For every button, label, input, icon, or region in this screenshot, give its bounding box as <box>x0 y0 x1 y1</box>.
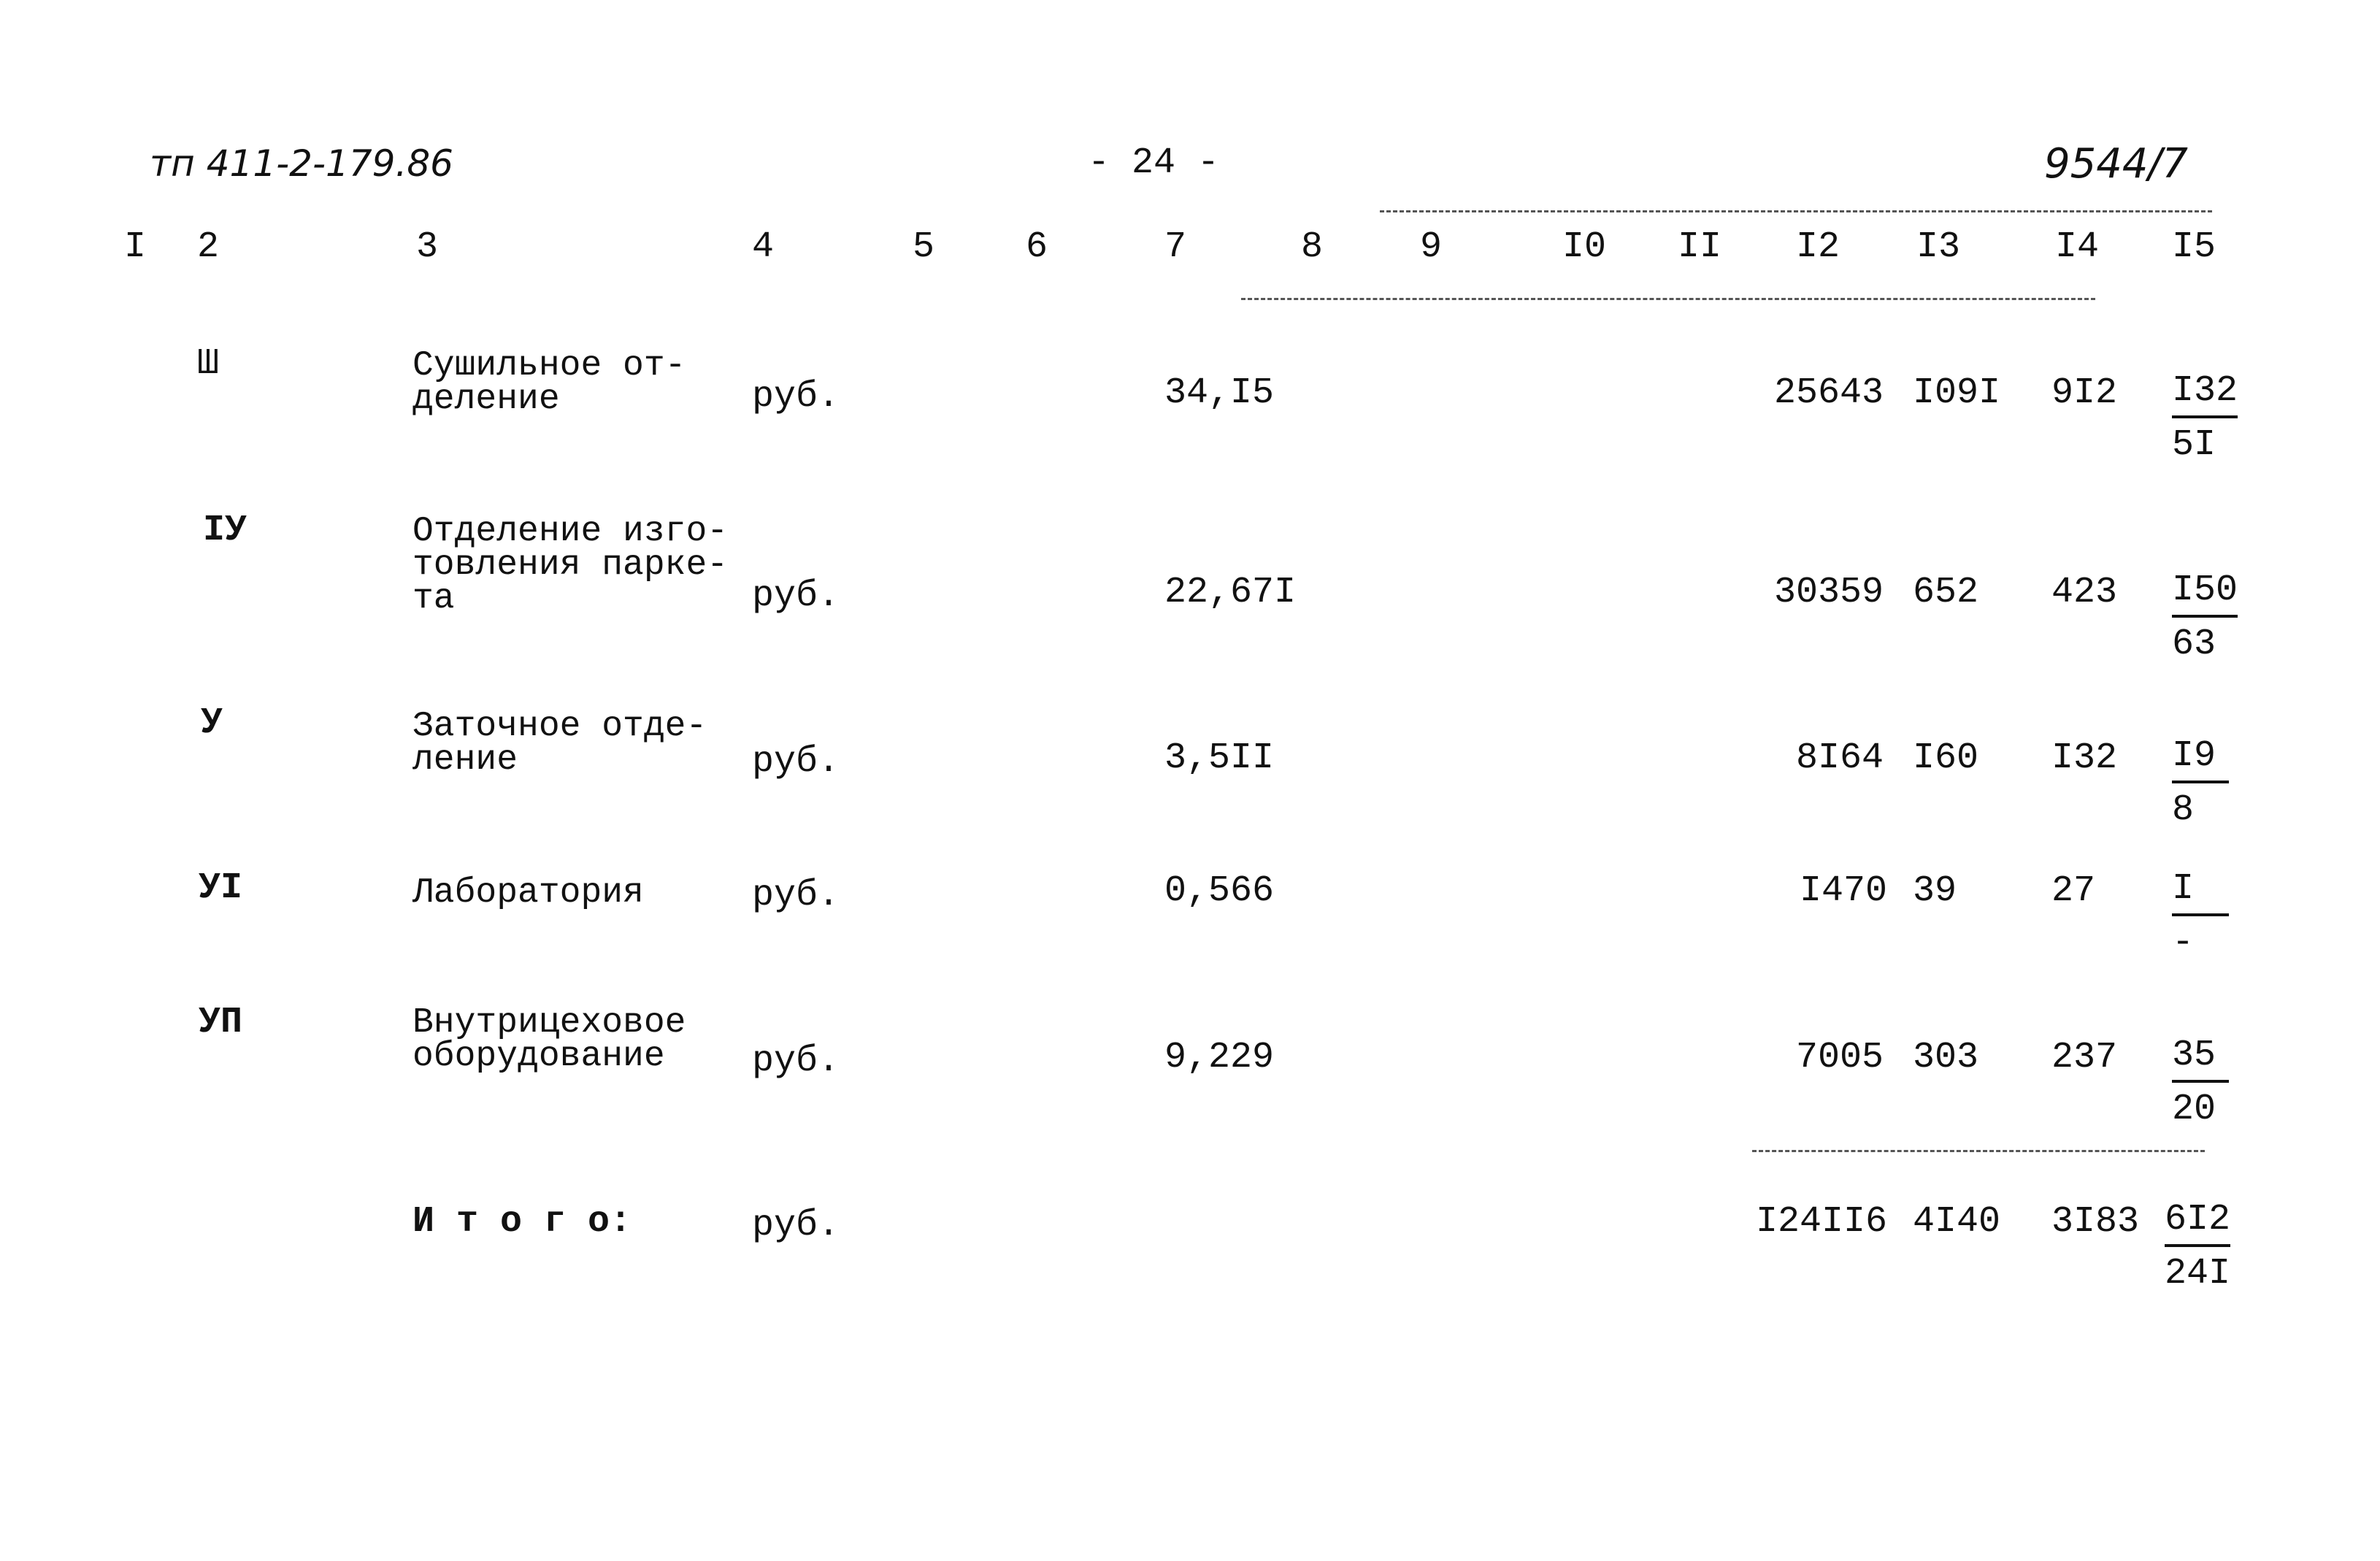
row-name-line: та <box>412 579 455 618</box>
header-rule-bottom <box>1241 298 2095 300</box>
totals-col15-fraction <box>2165 1197 2230 1297</box>
row-col12: 8I64 <box>1796 737 1884 779</box>
totals-col14: 3I83 <box>2051 1201 2140 1243</box>
row-col12: 30359 <box>1774 572 1884 613</box>
row-col14: 9I2 <box>2051 372 2118 414</box>
row-name <box>412 1003 686 1076</box>
row-unit: руб. <box>752 376 840 418</box>
fraction-numerator: I50 <box>2172 568 2238 618</box>
totals-col12: I24II6 <box>1756 1201 1888 1243</box>
row-name-line: товления парке- <box>412 545 729 585</box>
column-number: 7 <box>1164 226 1187 268</box>
row-col13: I09I <box>1913 372 2001 414</box>
fraction-denominator: 63 <box>2172 624 2216 665</box>
totals-unit: руб. <box>752 1205 840 1246</box>
column-number: 8 <box>1301 226 1324 268</box>
totals-col13: 4I40 <box>1913 1201 2001 1243</box>
row-name-line: Внутрицеховое <box>412 1003 686 1043</box>
row-unit: руб. <box>752 875 840 916</box>
row-unit: руб. <box>752 575 840 617</box>
row-col15-fraction <box>2172 867 2238 966</box>
fraction-denominator: 8 <box>2172 789 2195 831</box>
row-col15-fraction <box>2172 369 2238 468</box>
totals-label: И т о г о: <box>412 1201 632 1243</box>
column-number: I2 <box>1796 226 1840 268</box>
fraction-denominator: - <box>2172 922 2195 964</box>
row-col7: 34,I5 <box>1164 372 1275 414</box>
column-number: I <box>124 226 147 268</box>
fraction-numerator: 6I2 <box>2165 1197 2230 1247</box>
row-col14: 27 <box>2051 870 2096 912</box>
row-name-line: Отделение изго- <box>412 512 729 551</box>
fraction-denominator: 24I <box>2165 1253 2231 1295</box>
totals-rule <box>1752 1150 2205 1152</box>
row-name <box>412 346 686 419</box>
row-col13: 39 <box>1913 870 1957 912</box>
row-name <box>412 707 707 780</box>
column-number: 2 <box>197 226 220 268</box>
row-col13: 652 <box>1913 572 1979 613</box>
row-col15-fraction <box>2172 1033 2238 1132</box>
row-name-line: деление <box>412 380 560 419</box>
row-index: IУ <box>203 510 247 551</box>
row-col13: I60 <box>1913 737 1979 779</box>
column-number: I0 <box>1562 226 1607 268</box>
document-code: тп 411-2-179.86 <box>150 142 453 185</box>
row-col12: I470 <box>1800 870 1888 912</box>
row-col7: 22,67I <box>1164 572 1297 613</box>
fraction-numerator: I <box>2172 867 2229 916</box>
column-number: I5 <box>2172 226 2216 268</box>
column-number: 4 <box>752 226 775 268</box>
row-col7: 0,566 <box>1164 870 1275 912</box>
row-col7: 3,5II <box>1164 737 1275 779</box>
row-index: УП <box>199 1002 243 1043</box>
row-index: У <box>201 702 223 744</box>
row-unit: руб. <box>752 1040 840 1082</box>
column-number: I3 <box>1916 226 1961 268</box>
fraction-numerator: I9 <box>2172 734 2229 783</box>
row-col7: 9,229 <box>1164 1037 1275 1078</box>
row-name-line: Заточное отде- <box>412 707 707 746</box>
corner-mark: 9544/7 <box>2044 140 2189 188</box>
row-name <box>412 873 644 913</box>
row-col14: 423 <box>2051 572 2118 613</box>
row-col14: 237 <box>2051 1037 2118 1078</box>
row-name-line: Лаборатория <box>412 873 644 913</box>
fraction-denominator: 20 <box>2172 1089 2216 1130</box>
header-rule-top <box>1380 210 2212 212</box>
column-number: I4 <box>2055 226 2100 268</box>
row-name-line: ление <box>412 740 518 780</box>
column-number: 5 <box>913 226 935 268</box>
row-unit: руб. <box>752 741 840 783</box>
row-col14: I32 <box>2051 737 2118 779</box>
row-name-line: оборудование <box>412 1037 665 1076</box>
row-index: УI <box>199 867 243 909</box>
fraction-numerator: I32 <box>2172 369 2238 418</box>
row-col13: 303 <box>1913 1037 1979 1078</box>
row-name-line: Сушильное от- <box>412 346 686 386</box>
column-number: 9 <box>1420 226 1443 268</box>
fraction-numerator: 35 <box>2172 1033 2229 1083</box>
page-number: - 24 - <box>1088 142 1220 184</box>
row-col15-fraction <box>2172 734 2238 833</box>
row-index: Ш <box>197 343 220 385</box>
row-col15-fraction <box>2172 568 2238 667</box>
row-col12: 25643 <box>1774 372 1884 414</box>
column-number: II <box>1678 226 1722 268</box>
fraction-denominator: 5I <box>2172 424 2216 466</box>
column-number: 3 <box>416 226 439 268</box>
row-col12: 7005 <box>1796 1037 1884 1078</box>
column-number: 6 <box>1026 226 1048 268</box>
row-name <box>412 512 729 618</box>
